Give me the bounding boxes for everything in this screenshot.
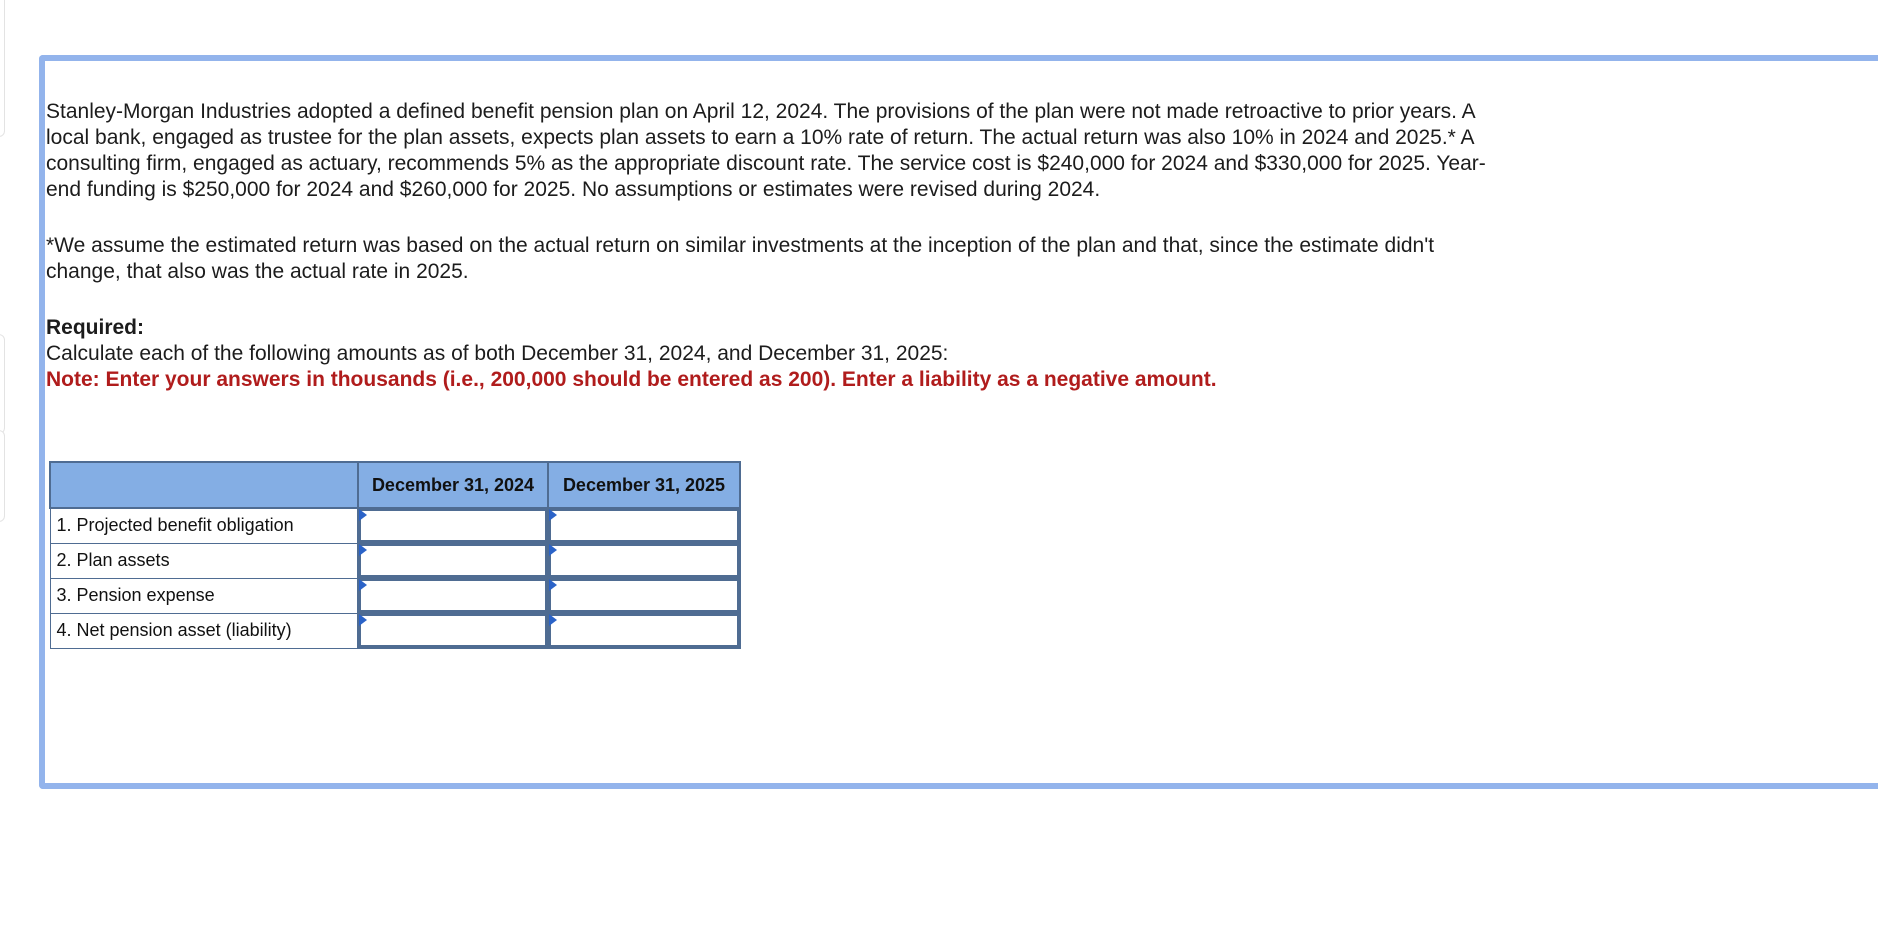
net-pension-2025-cell [548, 613, 740, 648]
left-panel-tab-middle [0, 334, 5, 434]
column-header-2024: December 31, 2024 [358, 462, 548, 508]
table-row [50, 508, 740, 543]
table-row [50, 613, 740, 648]
row-label-pension-expense: 3. Pension expense [50, 578, 358, 613]
table-row [50, 578, 740, 613]
cell-flag-icon [549, 614, 557, 626]
table-row [50, 543, 740, 578]
row-label-projected-benefit-obligation: 1. Projected benefit obligation [50, 508, 358, 543]
plan-assets-2024-input[interactable] [359, 544, 547, 577]
row-label-plan-assets: 2. Plan assets [50, 543, 358, 578]
required-heading: Required: [46, 316, 145, 339]
cell-flag-icon [359, 544, 367, 556]
column-header-2025: December 31, 2025 [548, 462, 740, 508]
note-text: Note: Enter your answers in thousands (i.e., 200,000 should be entered as 200). Enter a liability as a negative amount. [46, 368, 1217, 391]
cell-flag-icon [359, 509, 367, 521]
pbo-2024-cell [358, 508, 548, 543]
pension-expense-2024-input[interactable] [359, 579, 547, 612]
footnote: *We assume the estimated return was based on the actual return on similar investments at the inception of the plan and that, since the estimate didn't change, that also was the actual rate in 2025. [46, 234, 1435, 283]
problem-content [46, 99, 1486, 393]
plan-assets-2025-cell [548, 543, 740, 578]
left-panel-tab-top [0, 0, 5, 137]
pension-expense-2025-input[interactable] [549, 579, 739, 612]
net-pension-2024-input[interactable] [359, 614, 547, 647]
plan-assets-2025-input[interactable] [549, 544, 739, 577]
net-pension-2025-input[interactable] [549, 614, 739, 647]
cell-flag-icon [359, 614, 367, 626]
cell-flag-icon [359, 579, 367, 591]
answer-table [49, 461, 741, 649]
instruction-text: Calculate each of the following amounts as of both December 31, 2024, and December 31, 2025: [46, 342, 949, 365]
table-header-row [50, 462, 740, 508]
row-label-net-pension-asset: 4. Net pension asset (liability) [50, 613, 358, 648]
cell-flag-icon [549, 509, 557, 521]
cell-flag-icon [549, 579, 557, 591]
pbo-2025-cell [548, 508, 740, 543]
table-header-corner [50, 462, 358, 508]
pension-expense-2024-cell [358, 578, 548, 613]
cell-flag-icon [549, 544, 557, 556]
plan-assets-2024-cell [358, 543, 548, 578]
left-panel-tab-bottom [0, 430, 5, 522]
net-pension-2024-cell [358, 613, 548, 648]
pbo-2025-input[interactable] [549, 509, 739, 542]
pension-expense-2025-cell [548, 578, 740, 613]
pbo-2024-input[interactable] [359, 509, 547, 542]
problem-paragraph: Stanley-Morgan Industries adopted a defined benefit pension plan on April 12, 2024. The provisions of the plan were not made retroactive to prior years. A local bank, engaged as trustee for the plan assets, expects plan assets to earn a 10% rate of return. The actual return was also 10% in 2024 and 2025.* A consulting firm, engaged as actuary, recommends 5% as the appropriate discount rate. The service cost is $240,000 for 2024 and $330,000 for 2025. Year-end funding is $250,000 for 2024 and $260,000 for 2025. No assumptions or estimates were revised during 2024. [46, 100, 1486, 201]
